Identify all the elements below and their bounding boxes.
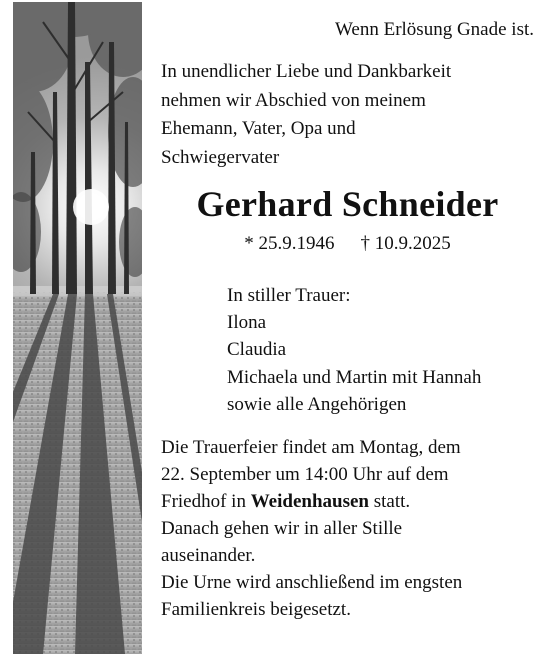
mourners-heading: In stiller Trauer: — [227, 285, 351, 306]
mourners-list — [227, 282, 481, 418]
mourner-name: Michaela und Martin mit Hannah — [227, 366, 482, 388]
funeral-line: 22. September um 14:00 Uhr auf dem — [161, 464, 449, 485]
intro-line: Ehemann, Vater, Opa und — [161, 118, 356, 139]
mourner-name: sowie alle Angehörigen — [227, 393, 407, 415]
funeral-info — [161, 434, 462, 623]
funeral-line: Die Urne wird anschließend im engsten — [161, 572, 463, 593]
intro-line: In unendlicher Liebe und Dankbarkeit — [161, 61, 452, 82]
mourner-name: Ilona — [227, 312, 267, 334]
motto: Wenn Erlösung Gnade ist. — [335, 19, 534, 40]
funeral-line: Die Trauerfeier findet am Montag, dem — [161, 437, 461, 458]
funeral-line-pre: Friedhof in — [161, 491, 251, 512]
funeral-place: Weidenhausen — [250, 491, 369, 512]
death-date: † 10.9.2025 — [360, 233, 451, 254]
funeral-line: auseinander. — [161, 545, 256, 566]
birth-date: * 25.9.1946 — [244, 233, 335, 254]
life-dates — [161, 231, 534, 257]
mourner-name: Claudia — [227, 339, 287, 361]
deceased-name: Gerhard Schneider — [196, 184, 499, 224]
funeral-line-post: statt. — [368, 491, 411, 512]
intro-text — [161, 58, 451, 172]
intro-line: Schwiegervater — [161, 146, 280, 168]
funeral-line: Danach gehen wir in aller Stille — [161, 518, 403, 539]
funeral-line: Familienkreis beigesetzt. — [161, 599, 351, 620]
intro-line: nehmen wir Abschied von meinem — [161, 89, 426, 111]
funeral-line — [161, 488, 462, 515]
trees-sunlight-photo — [13, 2, 142, 654]
